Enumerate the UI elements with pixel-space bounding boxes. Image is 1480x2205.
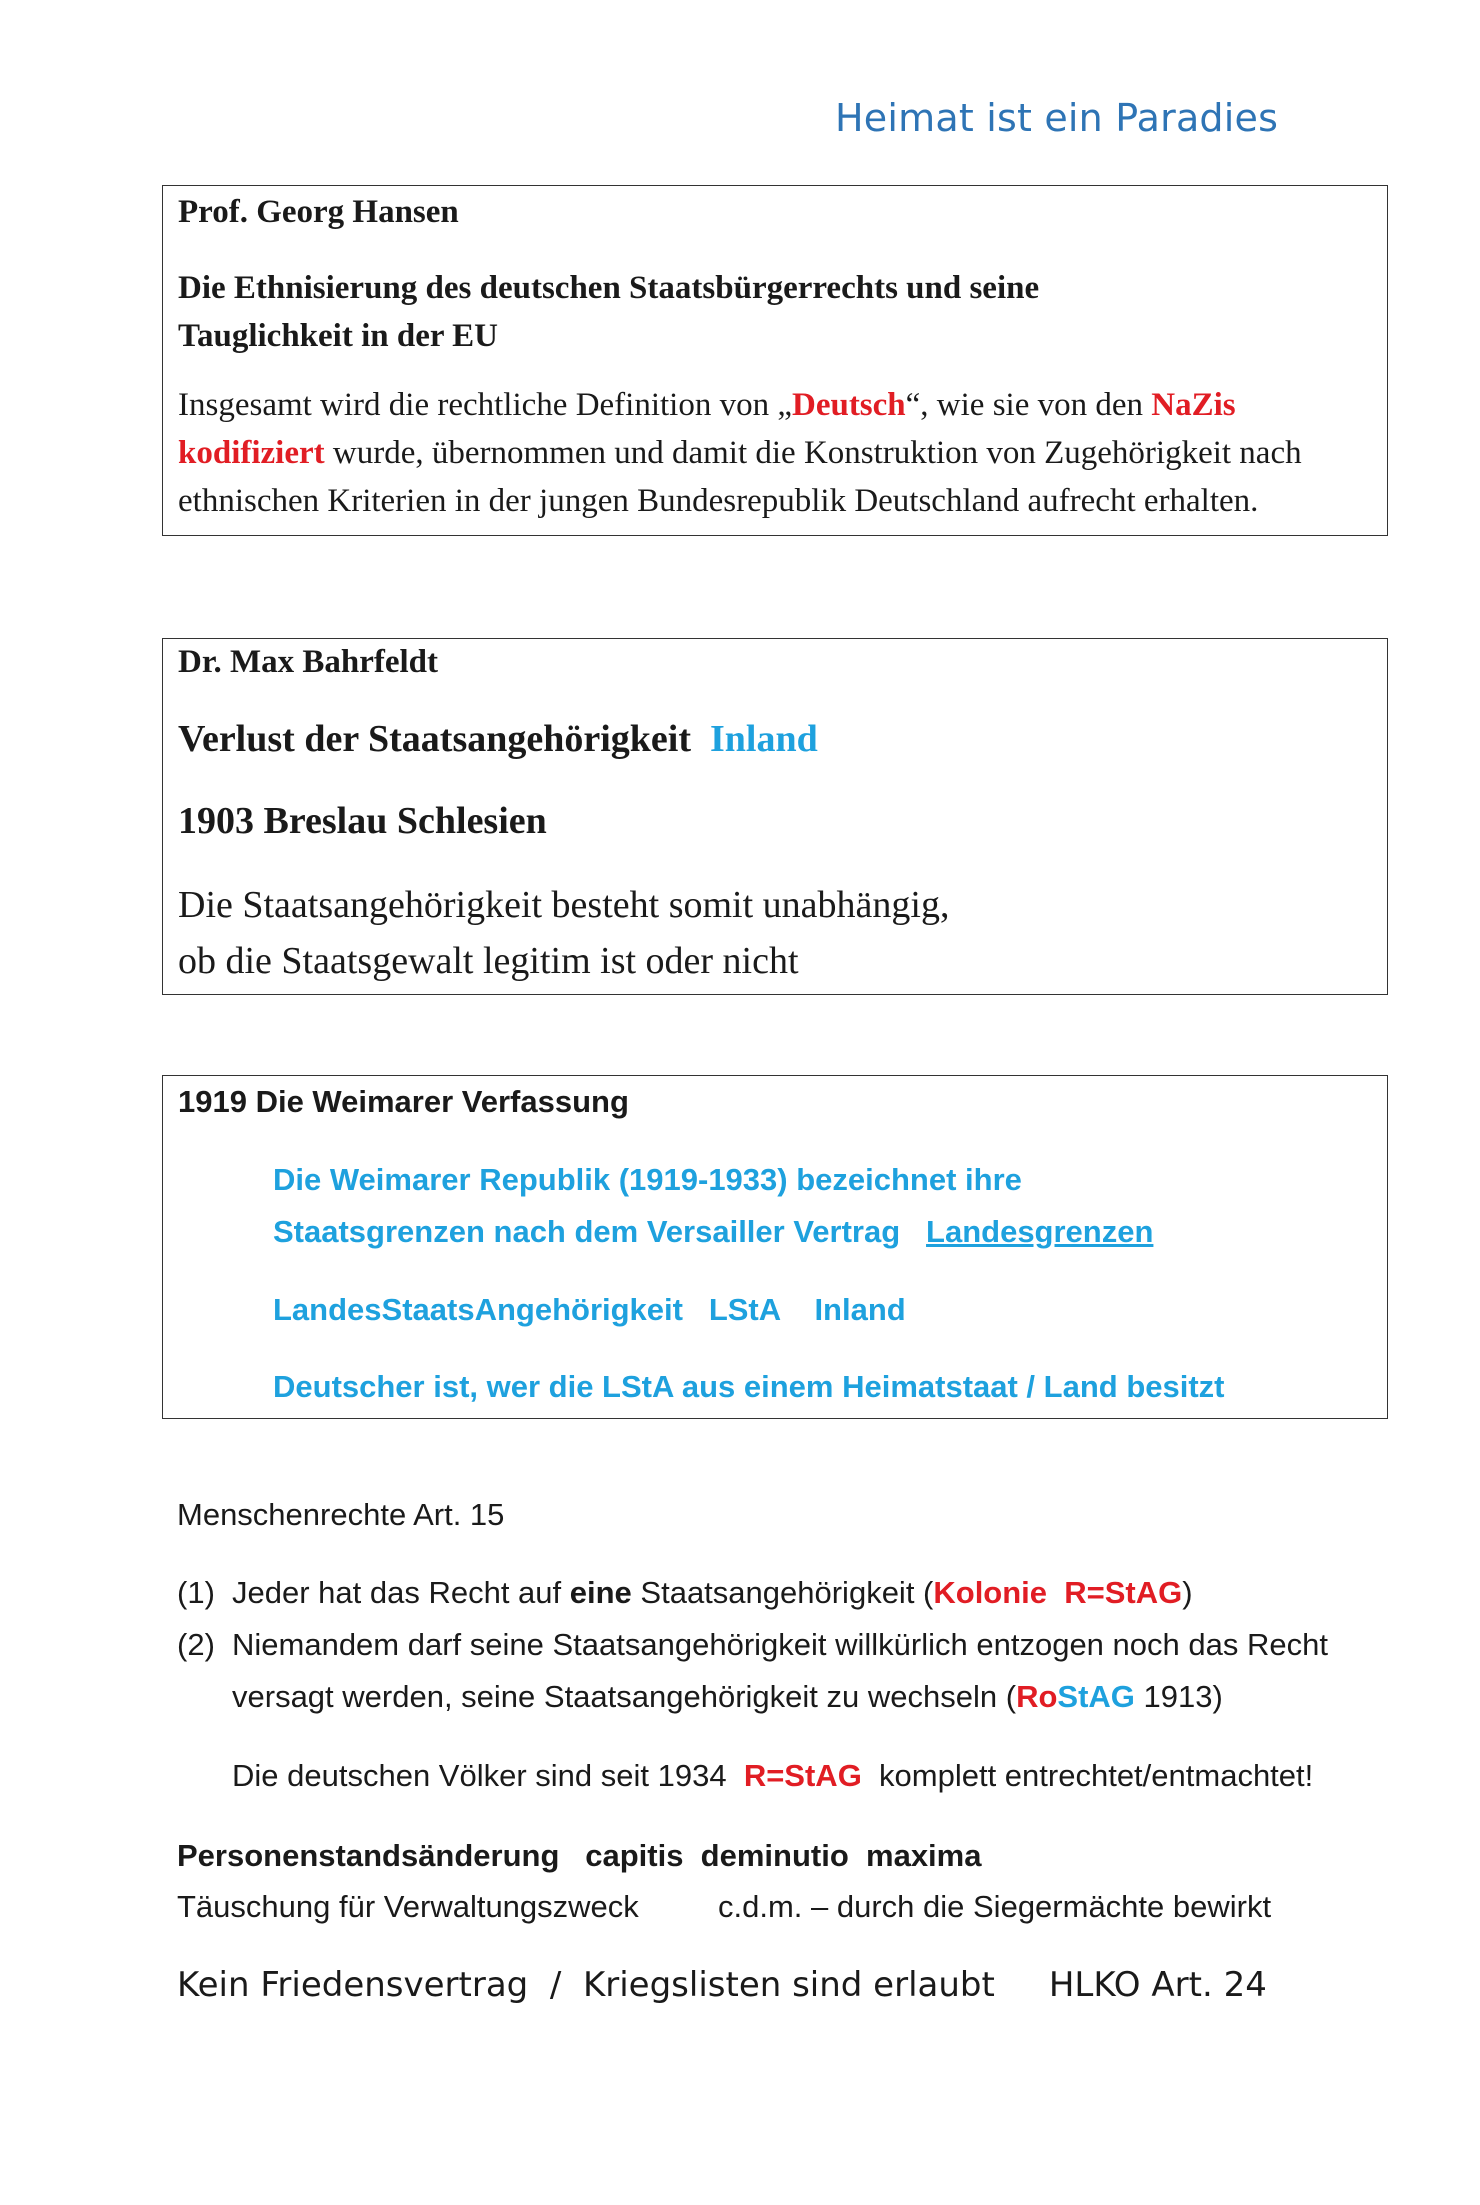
quote-body: [178, 877, 949, 989]
text-span: versagt werden, seine Staatsangehörigkeit zu wechseln (: [232, 1679, 1017, 1714]
list-number: (2): [177, 1627, 215, 1662]
text-span: Jeder hat das Recht auf: [232, 1575, 570, 1610]
weimar-box: [162, 1075, 1388, 1419]
footer-statement: Kein Friedensvertrag / Kriegslisten sind erlaubt HLKO Art. 24: [177, 1965, 1267, 2005]
article-title-line: Die Ethnisierung des deutschen Staatsbürgerrechts und seine: [178, 270, 1040, 306]
weimar-title: 1919 Die Weimarer Verfassung: [178, 1084, 629, 1119]
quote-line: [178, 429, 1302, 477]
highlight-red: R=StAG: [743, 1758, 862, 1793]
note-line: [232, 1758, 1313, 1794]
heading-breslau: 1903 Breslau Schlesien: [178, 800, 547, 842]
author-name: Dr. Max Bahrfeldt: [178, 644, 439, 680]
text-span: Die deutschen Völker sind seit 1934: [232, 1758, 744, 1793]
text-span: ): [1182, 1575, 1193, 1610]
article-title: [178, 264, 1039, 360]
status-line-b: c.d.m. – durch die Siegermächte bewirkt: [718, 1889, 1272, 1924]
page-title: Heimat ist ein Paradies: [835, 96, 1279, 140]
highlight-blue: Inland: [710, 718, 818, 760]
text-span: Verlust der Staatsangehörigkeit: [178, 718, 691, 760]
text-span: Staatsgrenzen nach dem Versailler Vertrag: [273, 1214, 901, 1249]
landesgrenzen-link[interactable]: Landesgrenzen: [926, 1214, 1154, 1249]
text-span: Insgesamt wird die rechtliche Definition von „: [178, 387, 792, 423]
text-span: “, wie sie von den: [905, 387, 1152, 423]
quote-box-hansen: [162, 185, 1388, 536]
quote-line: [178, 381, 1302, 429]
highlight-red: NaZis: [1151, 387, 1236, 423]
quote-box-bahrfeldt: [162, 638, 1388, 995]
status-heading: Personenstandsänderung capitis deminutio maxima: [177, 1838, 982, 1873]
heading-loss-citizenship: [178, 717, 818, 761]
article-title-line: Tauglichkeit in der EU: [178, 318, 498, 354]
weimar-line: LandesStaatsAngehörigkeit LStA Inland: [273, 1292, 906, 1327]
highlight-red: Kolonie R=StAG: [933, 1575, 1183, 1610]
highlight-red: kodifiziert: [178, 435, 325, 471]
text-bold: eine: [569, 1575, 632, 1610]
text-span: 1913): [1134, 1679, 1223, 1714]
section-heading: Menschenrechte Art. 15: [177, 1497, 505, 1532]
weimar-line: Die Weimarer Republik (1919-1933) bezeichnet ihre: [273, 1162, 1022, 1197]
weimar-line: Deutscher ist, wer die LStA aus einem Heimatstaat / Land besitzt: [273, 1369, 1225, 1404]
highlight-blue: StAG: [1057, 1679, 1135, 1714]
weimar-line: [273, 1214, 1153, 1250]
status-line-a: Täuschung für Verwaltungszweck: [177, 1889, 639, 1924]
text-span: Staatsangehörigkeit (: [631, 1575, 934, 1610]
list-number: (1): [177, 1575, 215, 1610]
list-item: [177, 1627, 1328, 1663]
highlight-red: Deutsch: [791, 387, 906, 423]
list-item-continuation: [232, 1679, 1223, 1715]
quote-body: [178, 381, 1302, 525]
author-name: Prof. Georg Hansen: [178, 194, 459, 230]
quote-line: Die Staatsangehörigkeit besteht somit unabhängig,: [178, 884, 950, 926]
text-span: wurde, übernommen und damit die Konstruktion von Zugehörigkeit nach: [324, 435, 1302, 471]
quote-line: ethnischen Kriterien in der jungen Bundesrepublik Deutschland aufrecht erhalten.: [178, 483, 1259, 519]
text-span: Niemandem darf seine Staatsangehörigkeit willkürlich entzogen noch das Recht: [232, 1627, 1328, 1662]
text-span: komplett entrechtet/entmachtet!: [861, 1758, 1314, 1793]
highlight-red: Ro: [1016, 1679, 1058, 1714]
quote-line: ob die Staatsgewalt legitim ist oder nicht: [178, 940, 799, 982]
list-item: [177, 1575, 1193, 1611]
